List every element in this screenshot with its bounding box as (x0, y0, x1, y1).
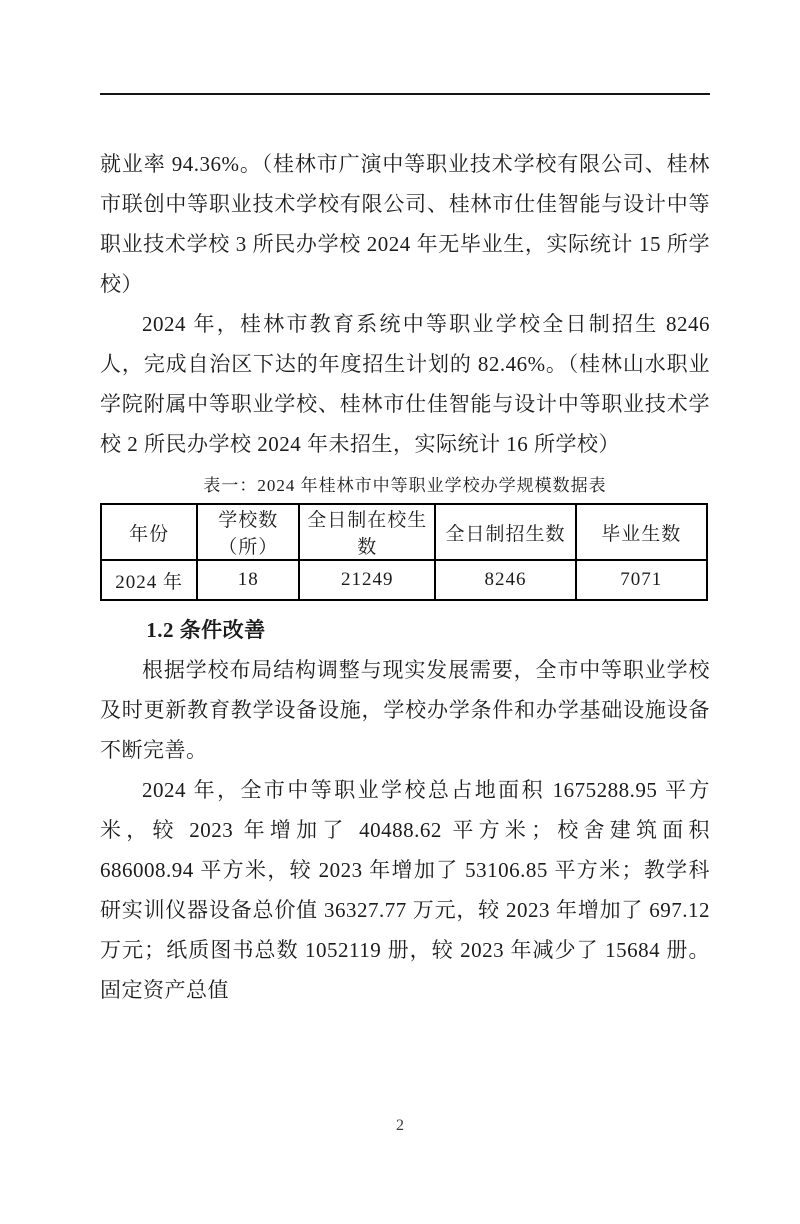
table-cell-fulltime-students: 21249 (299, 560, 435, 600)
table-header-school-count: 学校数（所） (197, 504, 299, 560)
table-row (101, 560, 707, 600)
table-header-fulltime-students: 全日制在校生数 (299, 504, 435, 560)
header-rule (100, 93, 710, 95)
section-heading-1-2: 1.2 条件改善 (146, 618, 266, 642)
table-header-fulltime-admissions: 全日制招生数 (435, 504, 575, 560)
table-cell-year: 2024 年 (101, 560, 197, 600)
school-scale-table (100, 503, 708, 601)
table-header-year: 年份 (101, 504, 197, 560)
table-header-row (101, 504, 707, 560)
document-page (0, 93, 800, 1224)
table-cell-school-count: 18 (197, 560, 299, 600)
paragraph-condition-improvement: 根据学校布局结构调整与现实发展需要，全市中等职业学校及时更新教育教学设备设施，学校办学条件和办学基础设施设备不断完善。 (100, 658, 710, 762)
paragraph-facilities-statistics: 2024 年，全市中等职业学校总占地面积 1675288.95 平方米，较 2023 年增加了 40488.62 平方米；校舍建筑面积 686008.94 平方米，较 2023 年增加了 53106.85 平方米；教学科研实训仪器设备总价值 36327.77 万元，较 2023 年增加了 697.12 万元；纸质图书总数 1052119 册，较 2023 年减少了 15684 册。固定资产总值 (100, 778, 710, 1002)
page-number: 2 (396, 1117, 404, 1134)
paragraph-enrollment: 2024 年，桂林市教育系统中等职业学校全日制招生 8246 人，完成自治区下达的年度招生计划的 82.46%。（桂林山水职业学院附属中等职业学校、桂林市仕佳智能与设计中等职业技术学校 2 所民办学校 2024 年未招生，实际统计 16 所学校） (100, 312, 710, 456)
page-content (100, 93, 710, 1010)
table-header-graduates: 毕业生数 (576, 504, 707, 560)
table-cell-graduates: 7071 (576, 560, 707, 600)
paragraph-employment-rate: 就业率 94.36%。（桂林市广演中等职业技术学校有限公司、桂林市联创中等职业技术学校有限公司、桂林市仕佳智能与设计中等职业技术学校 3 所民办学校 2024 年无毕业生，实际统计 15 所学校） (100, 152, 710, 296)
table-cell-fulltime-admissions: 8246 (435, 560, 575, 600)
table-caption: 表一：2024 年桂林市中等职业学校办学规模数据表 (203, 476, 607, 495)
